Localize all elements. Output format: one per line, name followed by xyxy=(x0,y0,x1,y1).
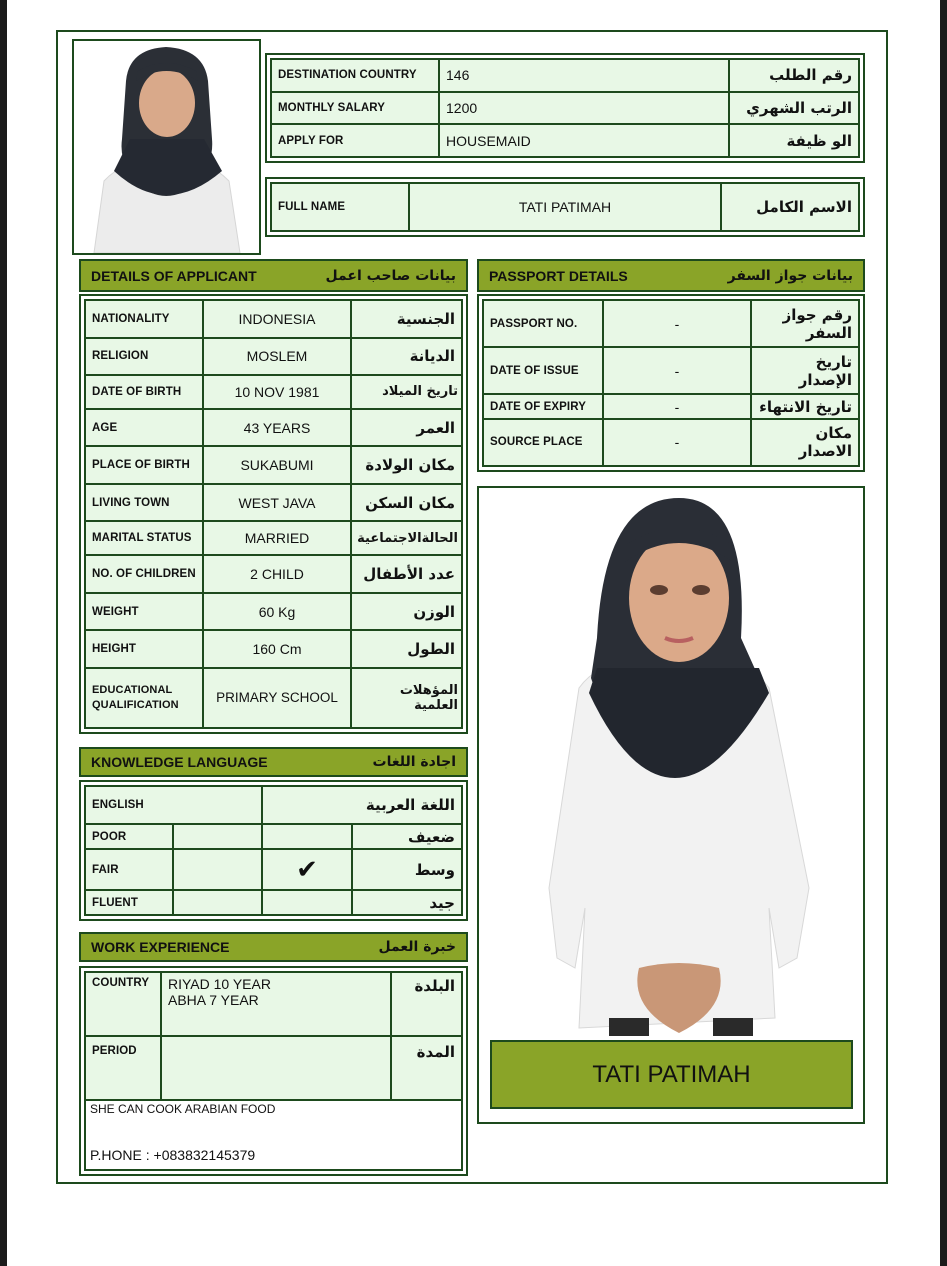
passport-row-ar: مكان الاصدار xyxy=(751,419,859,466)
passport-row xyxy=(483,394,859,419)
full-name-table xyxy=(265,177,865,237)
experience-period-value xyxy=(161,1036,391,1100)
applicant-row-ar: الجنسية xyxy=(351,300,462,338)
applicant-row-value: 160 Cm xyxy=(203,630,351,668)
experience-country-label: COUNTRY xyxy=(85,972,161,1036)
passport-row-value: - xyxy=(603,347,751,394)
applicant-row-label: NATIONALITY xyxy=(85,300,203,338)
experience-period-label: PERIOD xyxy=(85,1036,161,1100)
applicant-header: DETAILS OF APPLICANT xyxy=(91,267,257,284)
experience-period-ar: المدة xyxy=(391,1036,462,1100)
language-header-ar: اجادة اللغات xyxy=(372,754,456,770)
english-level-cell xyxy=(173,890,262,915)
applicant-row-label: LIVING TOWN xyxy=(85,484,203,522)
applicant-row-value: SUKABUMI xyxy=(203,446,351,484)
arabic-level-cell xyxy=(262,849,352,890)
applicant-row-label: DATE OF BIRTH xyxy=(85,375,203,409)
full-name-ar: الاسم الكامل xyxy=(721,183,859,231)
right-frame-edge xyxy=(940,0,947,1266)
applicant-row-value: INDONESIA xyxy=(203,300,351,338)
monthly-salary-value: 1200 xyxy=(439,92,729,125)
language-level-label: POOR xyxy=(85,824,173,849)
person-portrait-small-icon xyxy=(74,41,259,253)
name-banner-text: TATI PATIMAH xyxy=(592,1060,751,1088)
applicant-header-ar: بيانات صاحب اعمل xyxy=(325,267,456,284)
applicant-row xyxy=(85,409,462,447)
passport-row-label: SOURCE PLACE xyxy=(483,419,603,466)
applicant-row xyxy=(85,375,462,409)
name-banner xyxy=(490,1040,853,1109)
request-info-table xyxy=(265,53,865,163)
applicant-row-ar: المؤهلات العلمية xyxy=(351,668,462,728)
full-name-label: FULL NAME xyxy=(271,183,409,231)
destination-country-label: DESTINATION COUNTRY xyxy=(271,59,439,92)
person-full-body-icon xyxy=(479,488,863,1122)
applicant-row-ar: الحالةالاجتماعية xyxy=(351,521,462,555)
applicant-row-ar: الديانة xyxy=(351,338,462,376)
experience-country-ar: البلدة xyxy=(391,972,462,1036)
applicant-row-value: 10 NOV 1981 xyxy=(203,375,351,409)
language-table xyxy=(79,780,468,921)
destination-country-value: 146 xyxy=(439,59,729,92)
applicant-row-ar: تاريخ الميلاد xyxy=(351,375,462,409)
applicant-row-label: HEIGHT xyxy=(85,630,203,668)
experience-note: SHE CAN COOK ARABIAN FOOD xyxy=(90,1102,276,1116)
destination-country-ar: رقم الطلب xyxy=(729,59,859,92)
passport-row-label: DATE OF EXPIRY xyxy=(483,394,603,419)
experience-country-value xyxy=(161,972,391,1036)
language-header: KNOWLEDGE LANGUAGE xyxy=(91,754,268,770)
applicant-row-label: AGE xyxy=(85,409,203,447)
experience-notes-cell xyxy=(85,1100,462,1170)
applicant-row-label: MARITAL STATUS xyxy=(85,521,203,555)
passport-row xyxy=(483,347,859,394)
passport-header: PASSPORT DETAILS xyxy=(489,267,628,284)
applicant-row-ar: عدد الأطفال xyxy=(351,555,462,593)
language-level-row xyxy=(85,849,462,890)
applicant-row-value: 2 CHILD xyxy=(203,555,351,593)
applicant-row-value: MARRIED xyxy=(203,521,351,555)
applicant-row-value: 60 Kg xyxy=(203,593,351,631)
left-frame-edge xyxy=(0,0,7,1266)
experience-phone: P.HONE : +083832145379 xyxy=(90,1147,256,1163)
applicant-row-ar: مكان الولادة xyxy=(351,446,462,484)
language-level-ar: جيد xyxy=(352,890,462,915)
arabic-level-cell xyxy=(262,824,352,849)
apply-for-label: APPLY FOR xyxy=(271,124,439,157)
applicant-row xyxy=(85,446,462,484)
passport-row xyxy=(483,300,859,347)
applicant-row-label: NO. OF CHILDREN xyxy=(85,555,203,593)
passport-header-bar xyxy=(477,259,865,292)
english-level-cell xyxy=(173,849,262,890)
passport-row-value: - xyxy=(603,300,751,347)
applicant-row-label: PLACE OF BIRTH xyxy=(85,446,203,484)
passport-header-ar: بيانات جواز السفر xyxy=(727,267,853,284)
experience-country-line-1: RIYAD 10 YEAR xyxy=(168,976,271,992)
applicant-details-table xyxy=(79,294,468,734)
passport-row-value: - xyxy=(603,419,751,466)
applicant-row-ar: الوزن xyxy=(351,593,462,631)
applicant-row xyxy=(85,668,462,728)
language-arabic-label: اللغة العربية xyxy=(262,786,462,824)
full-body-photo xyxy=(477,486,865,1124)
passport-row-label: DATE OF ISSUE xyxy=(483,347,603,394)
applicant-row-value: PRIMARY SCHOOL xyxy=(203,668,351,728)
applicant-row xyxy=(85,300,462,338)
applicant-row xyxy=(85,630,462,668)
passport-row-ar: تاريخ الإصدار xyxy=(751,347,859,394)
applicant-row-ar: الطول xyxy=(351,630,462,668)
experience-header-ar: خبرة العمل xyxy=(378,939,456,955)
passport-details-table xyxy=(477,294,865,472)
applicant-row-label: EDUCATIONAL QUALIFICATION xyxy=(85,668,203,728)
experience-country-line-2: ABHA 7 YEAR xyxy=(168,992,259,1008)
applicant-row xyxy=(85,338,462,376)
applicant-row-ar: مكان السكن xyxy=(351,484,462,522)
passport-row-ar: رقم جواز السفر xyxy=(751,300,859,347)
passport-row-label: PASSPORT NO. xyxy=(483,300,603,347)
language-level-label: FLUENT xyxy=(85,890,173,915)
applicant-header-bar xyxy=(79,259,468,292)
apply-for-value: HOUSEMAID xyxy=(439,124,729,157)
language-english-label: ENGLISH xyxy=(85,786,262,824)
language-level-ar: ضعيف xyxy=(352,824,462,849)
experience-header: WORK EXPERIENCE xyxy=(91,939,230,955)
passport-row-value: - xyxy=(603,394,751,419)
arabic-level-cell xyxy=(262,890,352,915)
experience-header-bar xyxy=(79,932,468,962)
monthly-salary-label: MONTHLY SALARY xyxy=(271,92,439,125)
check-mark-icon: ✔ xyxy=(296,854,318,885)
passport-row-ar: تاريخ الانتهاء xyxy=(751,394,859,419)
language-level-row xyxy=(85,824,462,849)
language-level-label: FAIR xyxy=(85,849,173,890)
applicant-row xyxy=(85,484,462,522)
applicant-row-value: 43 YEARS xyxy=(203,409,351,447)
applicant-row-ar: العمر xyxy=(351,409,462,447)
applicant-row-value: MOSLEM xyxy=(203,338,351,376)
passport-row xyxy=(483,419,859,466)
applicant-row xyxy=(85,521,462,555)
language-level-ar: وسط xyxy=(352,849,462,890)
applicant-row-label: WEIGHT xyxy=(85,593,203,631)
english-level-cell xyxy=(173,824,262,849)
applicant-row-label: RELIGION xyxy=(85,338,203,376)
applicant-row-value: WEST JAVA xyxy=(203,484,351,522)
portrait-photo-small xyxy=(72,39,261,255)
language-level-row xyxy=(85,890,462,915)
experience-table xyxy=(79,966,468,1176)
applicant-row xyxy=(85,593,462,631)
full-name-value: TATI PATIMAH xyxy=(409,183,721,231)
monthly-salary-ar: الرتب الشهري xyxy=(729,92,859,125)
apply-for-ar: الو ظيفة xyxy=(729,124,859,157)
applicant-row xyxy=(85,555,462,593)
language-header-bar xyxy=(79,747,468,777)
